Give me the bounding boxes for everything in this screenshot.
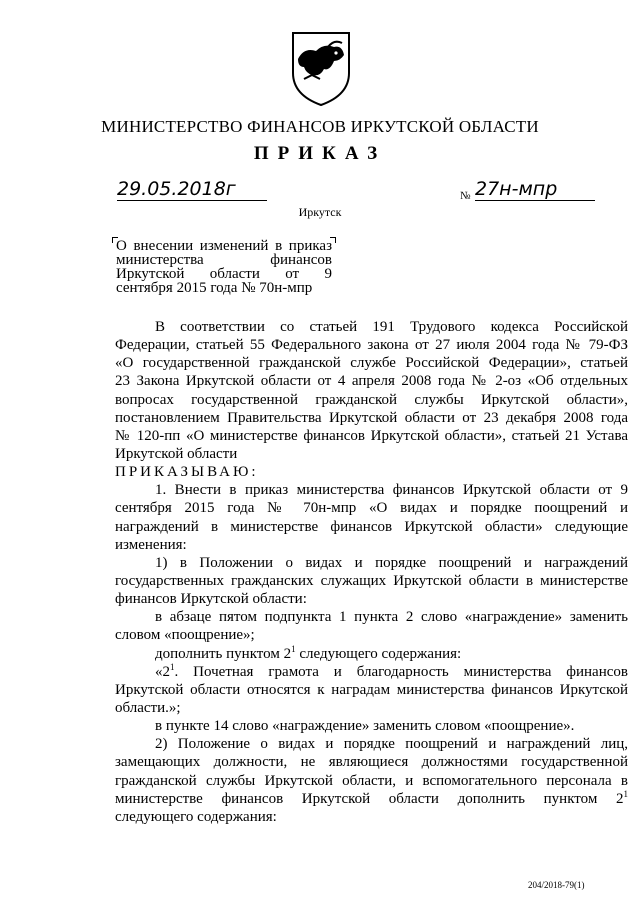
superscript: 1: [170, 662, 175, 672]
body-line-text: финансов Иркутской области:: [115, 591, 307, 608]
document-code: 204/2018-79(1): [528, 880, 585, 890]
body-line-text: министерстве финансов Иркутской области дополнить пунктом 2: [115, 790, 624, 807]
body-line-text: № 120-пп «О министерстве финансов Иркутской области», статьей 21 Устава: [115, 427, 628, 444]
body-line-text: ПРИКАЗЫВАЮ:: [115, 464, 259, 481]
body-line: [115, 409, 628, 427]
body-line-text: 2) Положение о видах и порядке поощрений и награждений лиц,: [155, 736, 628, 753]
body-line-text: постановлением Правительства Иркутской области от 23 декабря 2008 года: [115, 409, 628, 426]
body-line: [115, 681, 628, 699]
body-line-text: В соответствии со статьей 191 Трудового кодекса Российской: [155, 319, 628, 335]
body-line: [115, 663, 628, 681]
body-line: [115, 645, 628, 663]
body-line-text: 1) в Положении о видах и порядке поощрений и награждений: [155, 554, 628, 571]
order-subject: [116, 239, 332, 295]
body-line: [115, 336, 628, 354]
bracket-corner-right: [330, 237, 336, 243]
order-date: 29.05.2018г: [117, 178, 267, 201]
body-line-text: сентября 2015 года № 70н-мпр «О видах и порядке поощрений и: [115, 500, 628, 517]
body-line: [115, 354, 628, 372]
body-line: [115, 372, 628, 390]
body-line-text: «О государственной гражданской службе Российской Федерации», статьей: [115, 355, 628, 372]
body-line: [115, 391, 628, 409]
body-line-text: дополнить пунктом 2: [155, 645, 292, 662]
body-line: [115, 699, 628, 717]
body-line-text: следующего содержания:: [115, 808, 277, 825]
body-line-text: словом «поощрение»;: [115, 627, 255, 644]
body-line-text: изменения:: [115, 536, 187, 553]
order-number: 27н-мпр: [475, 178, 595, 201]
body-line-text: замещающих должности, не являющиеся должностями государственной: [115, 754, 628, 771]
subject-line: сентября 2015 года № 70н-мпр: [116, 280, 313, 296]
body-line: [115, 518, 628, 536]
order-body: [115, 318, 628, 826]
body-line: [115, 717, 628, 735]
body-line: [115, 445, 628, 463]
body-line-text: 1. Внести в приказ министерства финансов Иркутской области от 9: [155, 482, 628, 499]
body-line: [115, 753, 628, 771]
body-line: [115, 808, 628, 826]
body-line-text: в пункте 14 слово «награждение» заменить словом «поощрение».: [155, 718, 575, 735]
subject-line: министерства финансов: [116, 252, 332, 268]
body-line-text: . Почетная грамота и благодарность министерства финансов: [174, 663, 628, 680]
body-line: [115, 572, 628, 590]
body-line-text: награждений в министерстве финансов Иркутской области» следующие: [115, 518, 628, 535]
body-line-text: области.»;: [115, 699, 181, 716]
body-line: [115, 790, 628, 808]
body-line-text: в абзаце пятом подпункта 1 пункта 2 слово «награждение» заменить: [155, 609, 628, 626]
body-line: [115, 536, 628, 554]
body-line: [115, 772, 628, 790]
body-line: [115, 499, 628, 517]
body-line: [115, 590, 628, 608]
body-line: [115, 463, 628, 481]
bracket-corner-left: [112, 237, 118, 243]
coat-of-arms-emblem: [290, 25, 352, 107]
city: Иркутск: [298, 205, 342, 219]
body-line-text: государственных гражданских служащих Иркутской области в министерстве: [115, 572, 628, 589]
body-line-text: следующего содержания:: [295, 645, 462, 662]
order-number-label: №: [460, 190, 471, 202]
body-line: [115, 318, 628, 336]
ministry-name: МИНИСТЕРСТВО ФИНАНСОВ ИРКУТСКОЙ ОБЛАСТИ: [101, 117, 539, 136]
body-line: [115, 626, 628, 644]
body-line-text: Федерации, статьей 55 Федерального закона от 27 июля 2004 года № 79-ФЗ: [115, 337, 628, 354]
body-line-text: гражданской службы Иркутской области, и вспомогательного персонала в: [115, 772, 628, 789]
body-line-text: Иркутской области: [115, 445, 238, 462]
body-line: [115, 481, 628, 499]
body-line: [115, 608, 628, 626]
subject-line: Иркутской области от 9: [116, 266, 332, 282]
body-line-text: вопросах государственной гражданской службы Иркутской области»,: [115, 391, 628, 408]
subject-line: О внесении изменений в приказ: [116, 238, 332, 254]
body-line: [115, 735, 628, 753]
body-line-text: «2: [155, 663, 170, 680]
superscript: 1: [291, 643, 296, 654]
document-title: ПРИКАЗ: [253, 143, 387, 164]
body-line-text: 23 Закона Иркутской области от 4 апреля 2008 года № 2-оз «Об отдельных: [115, 373, 628, 390]
superscript: 1: [623, 789, 628, 799]
body-line-text: Иркутской области относятся к наградам министерства финансов Иркутской: [115, 681, 628, 698]
body-line: [115, 554, 628, 572]
body-line: [115, 427, 628, 445]
